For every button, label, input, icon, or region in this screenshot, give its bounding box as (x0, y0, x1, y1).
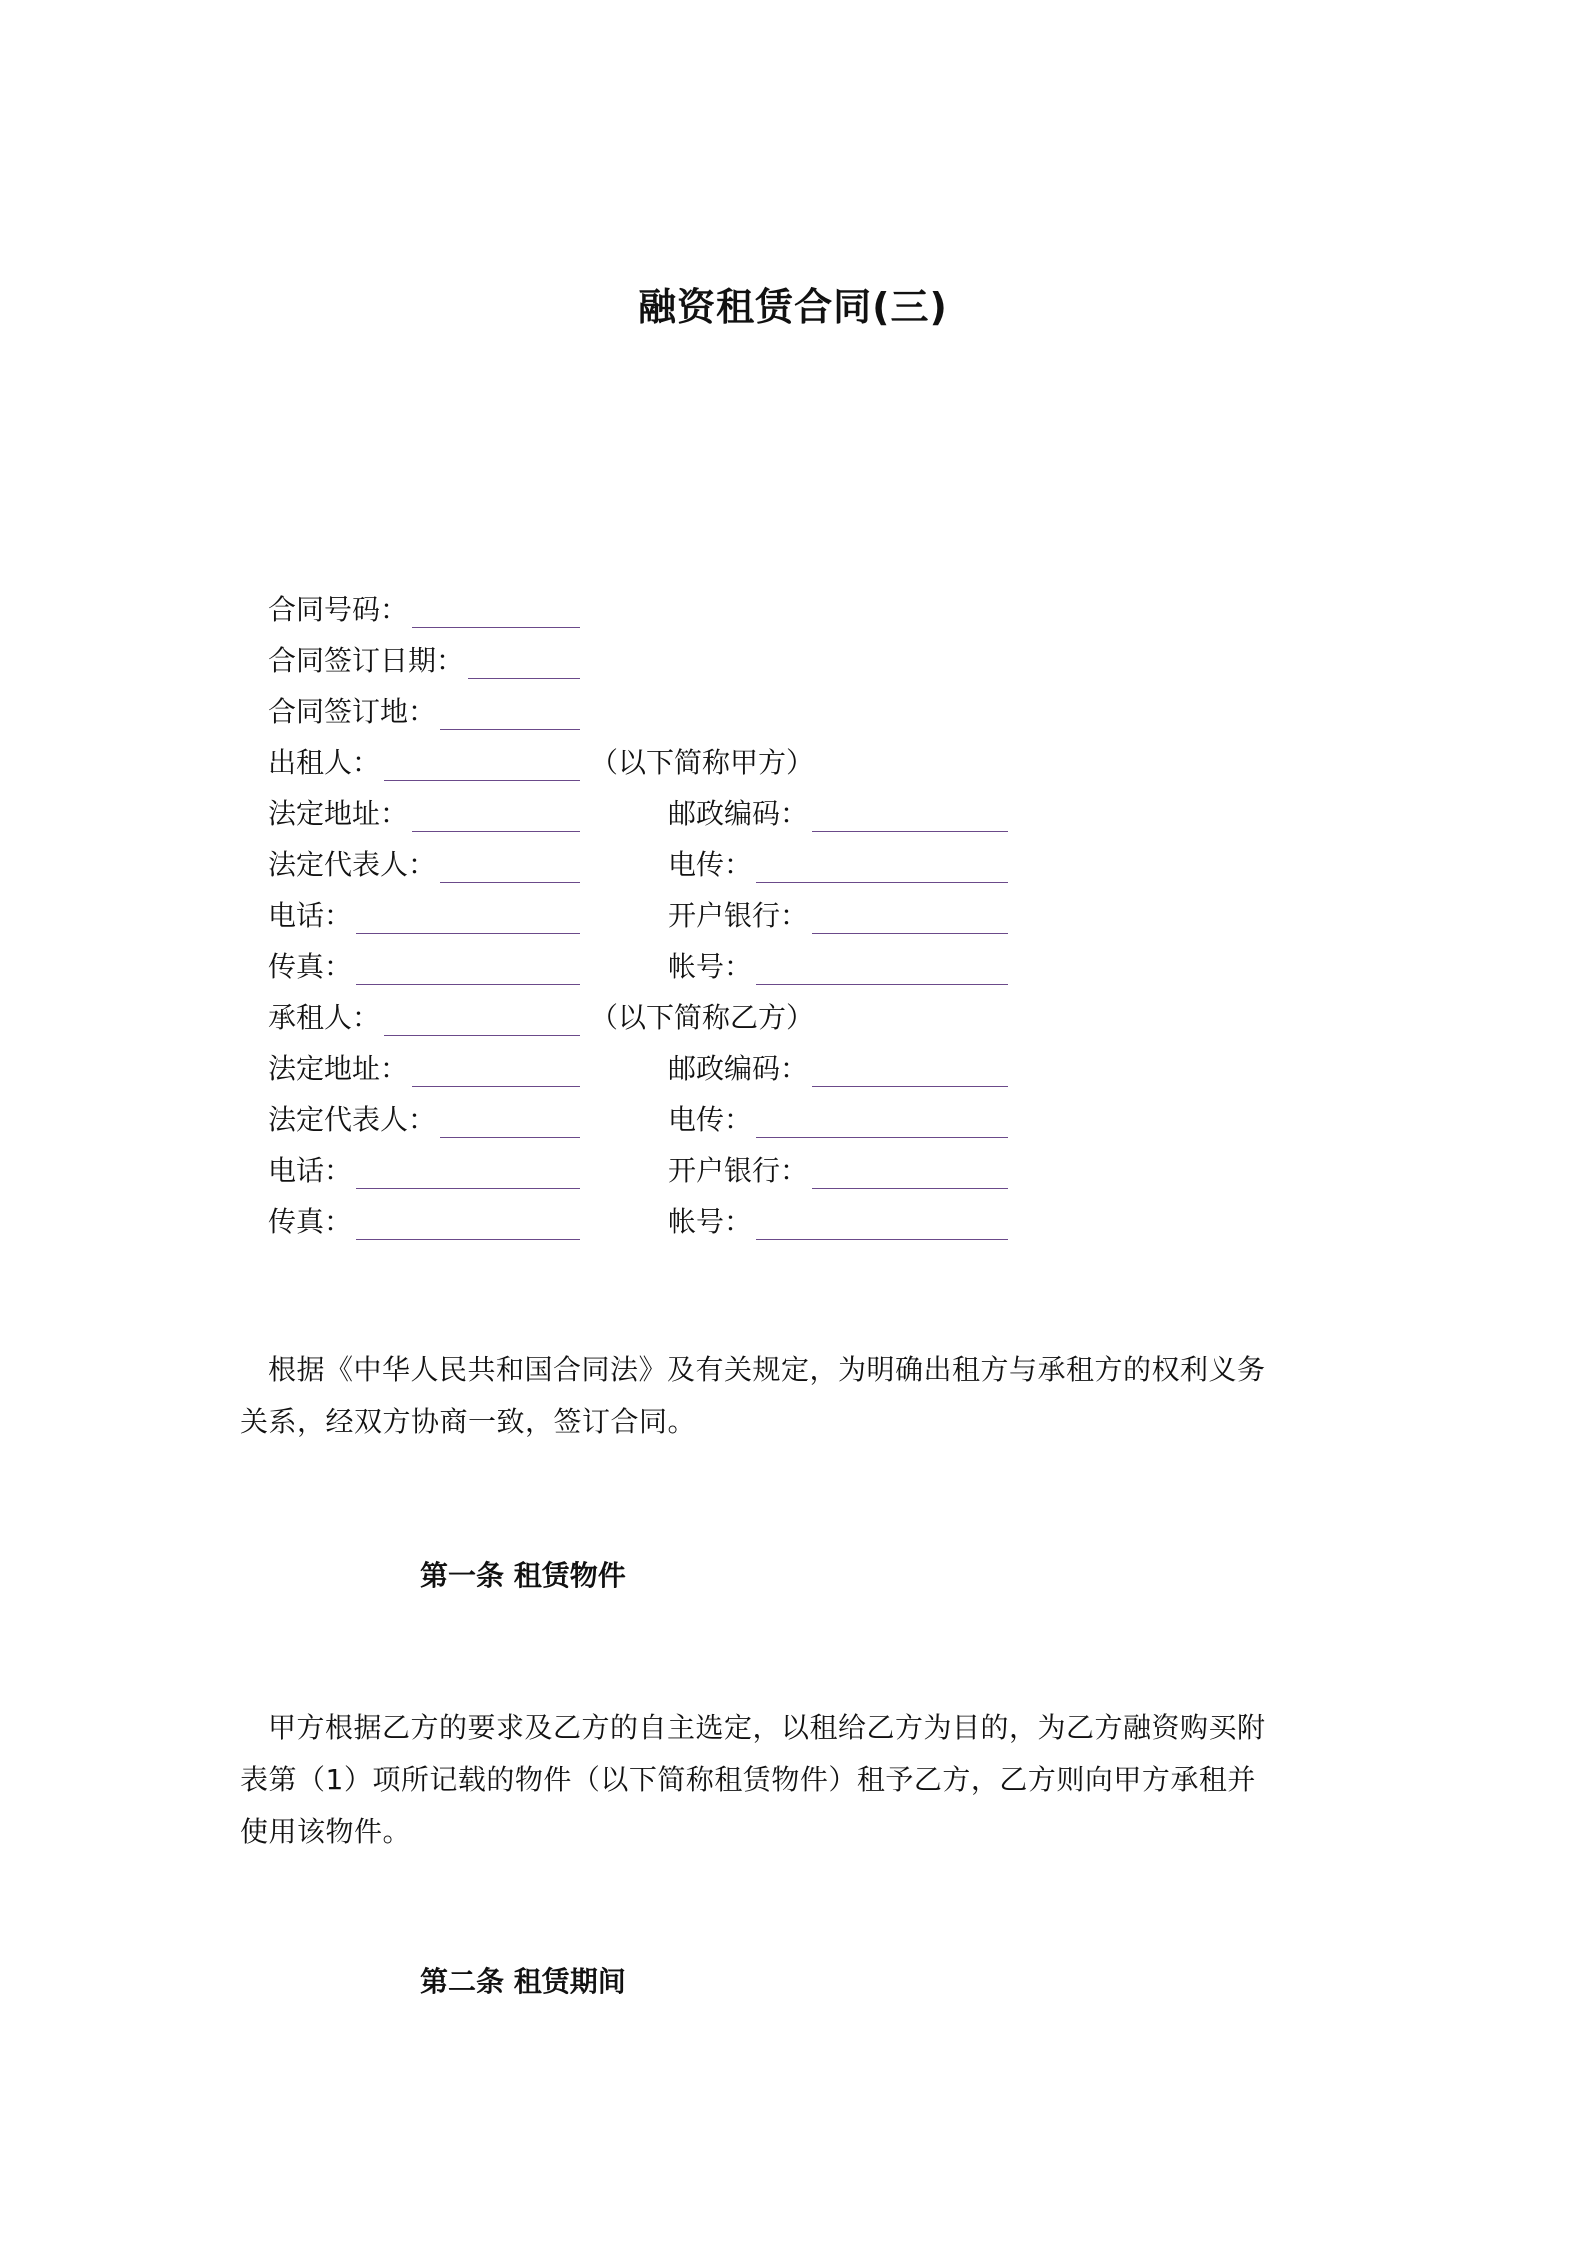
lessee-label: 承租人： (268, 1001, 381, 1034)
sign-place-label: 合同签订地： (268, 695, 437, 728)
lessee-address-field (268, 1047, 580, 1087)
lessee-account-blank[interactable] (756, 1215, 1008, 1240)
lessee-address-blank[interactable] (412, 1062, 580, 1087)
lessee-address-label: 法定地址： (268, 1052, 409, 1085)
lessee-telegram-field (668, 1098, 1008, 1138)
lessor-phone-label: 电话： (268, 899, 353, 932)
preamble-paragraph: 根据《中华人民共和国合同法》及有关规定，为明确出租方与承租方的权利义务关系，经双方协商一致，签订合同。 (240, 1353, 1266, 1438)
lessee-bank-field (668, 1149, 1008, 1189)
lessee-phone-label: 电话： (268, 1154, 353, 1187)
lessor-phone-blank[interactable] (356, 909, 580, 934)
lessor-account-blank[interactable] (756, 960, 1008, 985)
lessor-account-label: 帐号： (668, 950, 753, 983)
lessee-bank-blank[interactable] (812, 1164, 1008, 1189)
lessor-suffix: （以下简称甲方） (590, 746, 815, 779)
lessor-blank[interactable] (384, 756, 580, 781)
lessee-fax-field (268, 1200, 580, 1240)
lessee-rep-label: 法定代表人： (268, 1103, 437, 1136)
lessee-account-field (668, 1200, 1008, 1240)
lessor-bank-label: 开户银行： (668, 899, 809, 932)
article-1-paragraph: 甲方根据乙方的要求及乙方的自主选定，以租给乙方为目的，为乙方融资购买附表第（1）项所记载的物件（以下简称租赁物件）租予乙方，乙方则向甲方承租并使用该物件。 (240, 1711, 1266, 1848)
lessee-fax-label: 传真： (268, 1205, 353, 1238)
sign-date-field (268, 639, 580, 679)
lessee-phone-field (268, 1149, 580, 1189)
lessor-phone-field (268, 894, 580, 934)
lessor-fax-label: 传真： (268, 950, 353, 983)
lessor-telegram-blank[interactable] (756, 858, 1008, 883)
lessor-rep-blank[interactable] (440, 858, 580, 883)
contract-number-field (268, 588, 580, 628)
lessee-telegram-blank[interactable] (756, 1113, 1008, 1138)
contract-number-blank[interactable] (412, 603, 580, 628)
lessee-postcode-label: 邮政编码： (668, 1052, 809, 1085)
lessee-rep-field (268, 1098, 580, 1138)
lessor-fax-blank[interactable] (356, 960, 580, 985)
lessee-blank[interactable] (384, 1011, 580, 1036)
contract-number-label: 合同号码： (268, 593, 409, 626)
lessor-fax-field (268, 945, 580, 985)
lessor-label: 出租人： (268, 746, 381, 779)
lessee-bank-label: 开户银行： (668, 1154, 809, 1187)
lessee-account-label: 帐号： (668, 1205, 753, 1238)
lessor-rep-field (268, 843, 580, 883)
lessor-address-field (268, 792, 580, 832)
lessor-postcode-blank[interactable] (812, 807, 1008, 832)
lessee-telegram-label: 电传： (668, 1103, 753, 1136)
lessee-suffix: （以下简称乙方） (590, 1001, 815, 1034)
lessee-fax-blank[interactable] (356, 1215, 580, 1240)
lessor-bank-field (668, 894, 1008, 934)
lessor-field (268, 741, 814, 781)
sign-place-blank[interactable] (440, 705, 580, 730)
lessee-postcode-field (668, 1047, 1008, 1087)
document-title: 融资租赁合同(三) (638, 285, 948, 329)
lessor-address-blank[interactable] (412, 807, 580, 832)
lessor-telegram-label: 电传： (668, 848, 753, 881)
lessor-rep-label: 法定代表人： (268, 848, 437, 881)
lessee-rep-blank[interactable] (440, 1113, 580, 1138)
lessor-account-field (668, 945, 1008, 985)
lessor-postcode-label: 邮政编码： (668, 797, 809, 830)
lessee-phone-blank[interactable] (356, 1164, 580, 1189)
sign-date-label: 合同签订日期： (268, 644, 465, 677)
lessee-postcode-blank[interactable] (812, 1062, 1008, 1087)
article-1-heading: 第一条 租赁物件 (420, 1559, 626, 1592)
sign-place-field (268, 690, 580, 730)
sign-date-blank[interactable] (468, 654, 580, 679)
article-2-heading: 第二条 租赁期间 (420, 1965, 626, 1998)
lessee-field (268, 996, 814, 1036)
lessor-address-label: 法定地址： (268, 797, 409, 830)
lessor-telegram-field (668, 843, 1008, 883)
lessor-postcode-field (668, 792, 1008, 832)
lessor-bank-blank[interactable] (812, 909, 1008, 934)
